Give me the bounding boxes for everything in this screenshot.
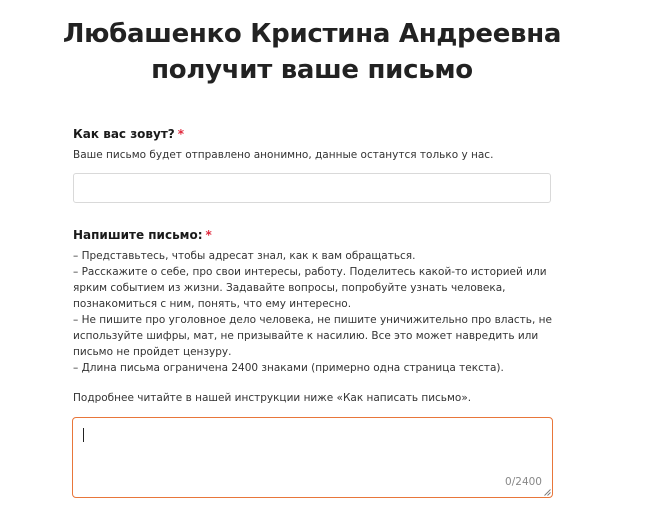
rule-item: – Представьтесь, чтобы адресат знал, как к вам обращаться. bbox=[73, 250, 416, 262]
page-title-line1: Любашенко Кристина Андреевна bbox=[62, 19, 562, 49]
name-input[interactable] bbox=[73, 173, 551, 203]
rule-item: – Длина письма ограничена 2400 знаками (примерно одна страница текста). bbox=[73, 362, 504, 374]
rule-item: – Не пишите про уголовное дело человека, не пишите уничижительно про власть, не используйте шифры, мат, не призывайте к насилию. Все это может навредить или письмо не пройдет цензуру. bbox=[73, 314, 552, 358]
name-label-text: Как вас зовут? bbox=[73, 127, 175, 141]
character-counter: 0/2400 bbox=[505, 476, 542, 488]
letter-field-label bbox=[73, 228, 212, 242]
name-field-hint: Ваше письмо будет отправлено анонимно, данные останутся только у нас. bbox=[73, 149, 494, 161]
required-mark: * bbox=[205, 228, 212, 242]
page-title bbox=[0, 16, 624, 88]
required-mark: * bbox=[177, 127, 185, 141]
page-title-line2: получит ваше письмо bbox=[151, 55, 473, 85]
name-field-label bbox=[73, 127, 184, 141]
rule-item: – Расскажите о себе, про свои интересы, работу. Поделитесь какой-то историей или ярким событием из жизни. Задавайте вопросы, попробуйте узнать человека, познакомиться с ним, понять, что ему интересно. bbox=[73, 266, 547, 310]
letter-rules bbox=[73, 248, 563, 376]
resize-handle-icon[interactable] bbox=[544, 489, 551, 496]
text-cursor bbox=[83, 428, 84, 442]
instruction-note: Подробнее читайте в нашей инструкции ниже «Как написать письмо». bbox=[73, 392, 472, 404]
letter-label-text: Напишите письмо: bbox=[73, 228, 203, 242]
letter-textarea[interactable] bbox=[72, 417, 553, 498]
